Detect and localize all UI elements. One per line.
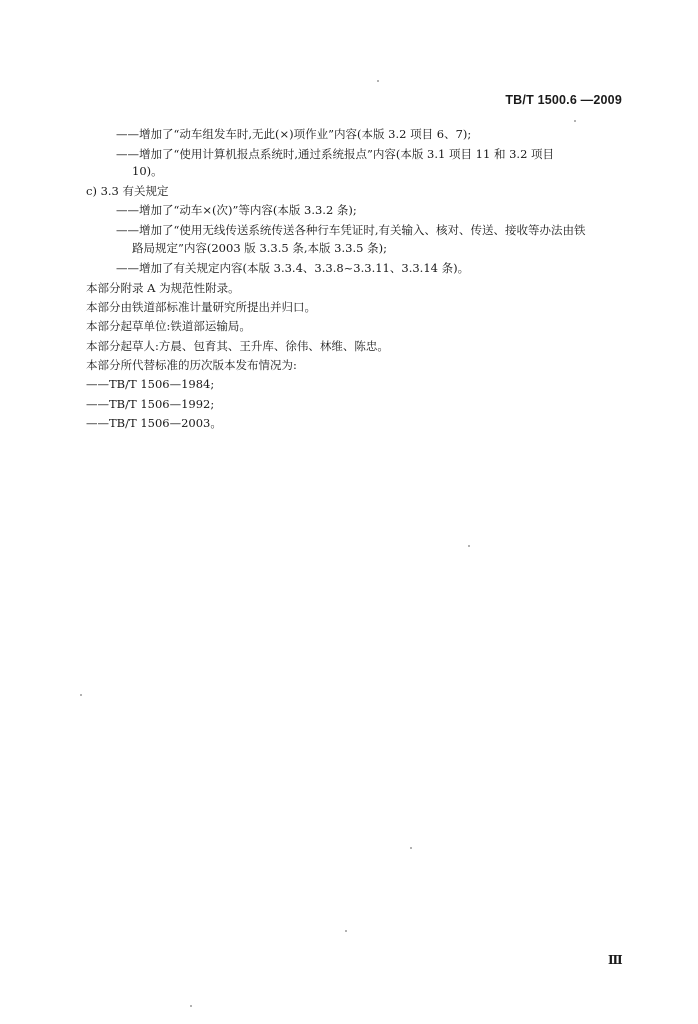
history-item: ——TB/T 1506—1984; xyxy=(86,377,215,391)
change-item-continuation: 10)。 xyxy=(132,164,163,178)
change-item-line: ——增加了“使用计算机报点系统时,通过系统报点”内容(本版 3.1 项目 11 和 3.2 项目 xyxy=(116,147,555,161)
scan-speck xyxy=(345,930,347,932)
scan-speck xyxy=(377,80,379,82)
change-item-line: ——增加了“动车组发车时,无此(×)项作业”内容(本版 3.2 项目 6、7); xyxy=(116,127,472,141)
scan-speck xyxy=(468,545,470,547)
page-number: Ⅲ xyxy=(608,953,623,967)
history-intro: 本部分所代替标准的历次版本发布情况为: xyxy=(86,358,297,372)
annex-statement: 本部分附录 A 为规范性附录。 xyxy=(86,281,240,295)
section-heading: c) 3.3 有关规定 xyxy=(86,184,169,198)
scan-speck xyxy=(190,1005,192,1007)
drafters: 本部分起草人:方晨、包育其、王升库、徐伟、林维、陈忠。 xyxy=(86,339,389,353)
history-item: ——TB/T 1506—2003。 xyxy=(86,416,222,430)
scan-speck xyxy=(80,694,82,696)
change-item-continuation: 路局规定”内容(2003 版 3.3.5 条,本版 3.3.5 条); xyxy=(132,241,387,255)
standard-code: TB/T 1500.6 —2009 xyxy=(505,93,622,107)
proposer-statement: 本部分由铁道部标准计量研究所提出并归口。 xyxy=(86,300,316,314)
scan-speck xyxy=(410,847,412,849)
drafting-unit: 本部分起草单位:铁道部运输局。 xyxy=(86,319,251,333)
change-item-line: ——增加了有关规定内容(本版 3.3.4、3.3.8~3.3.11、3.3.14 条)。 xyxy=(116,261,470,275)
history-item: ——TB/T 1506—1992; xyxy=(86,397,215,411)
change-item-line: ——增加了“动车×(次)”等内容(本版 3.3.2 条); xyxy=(116,203,357,217)
change-item-line: ——增加了“使用无线传送系统传送各种行车凭证时,有关输入、核对、传送、接收等办法由铁 xyxy=(116,223,586,237)
scan-speck xyxy=(574,120,576,122)
